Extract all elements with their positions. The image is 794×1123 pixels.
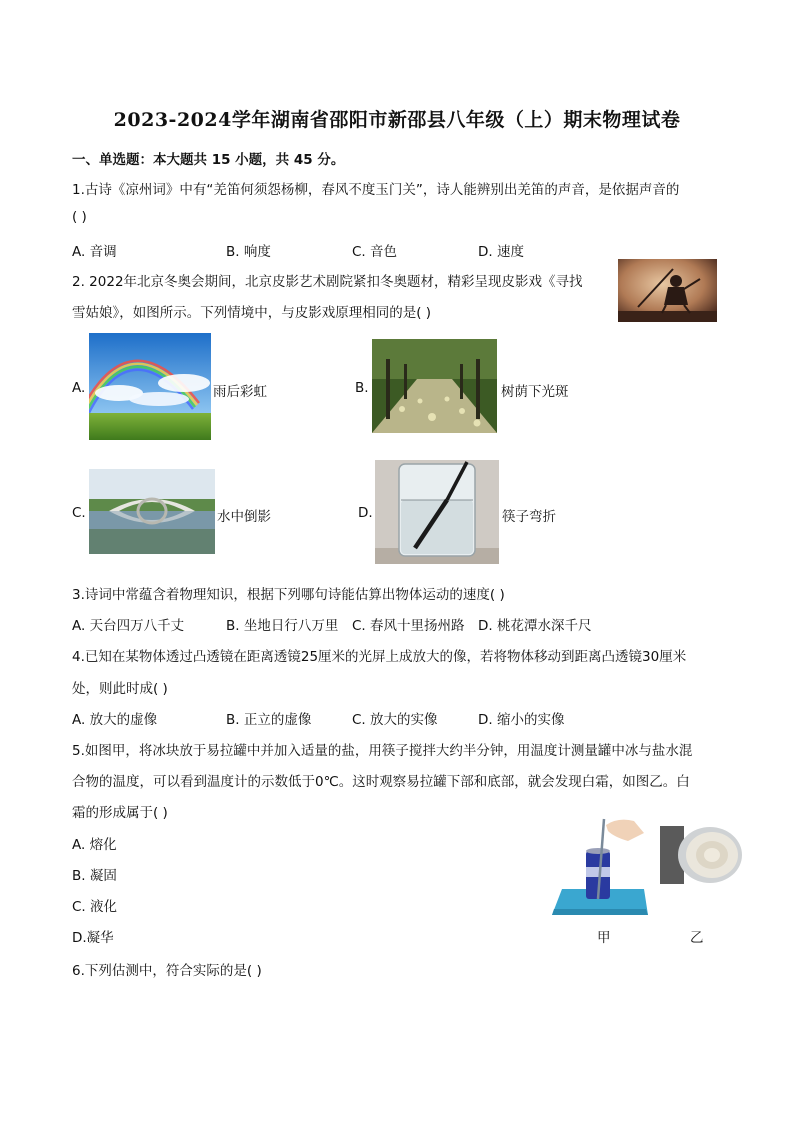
question-5-text: 5.如图甲，将冰块放于易拉罐中并加入适量的盐，用筷子搅拌大约半分钟，用温度计测量罐中冰与盐水混 [72,743,693,759]
can-experiment-image [548,815,650,917]
question-4-text: 4.已知在某物体透过凸透镜在距离透镜25厘米的光屏上成放大的像，若将物体移动到距离凸透镜30厘米 [72,649,687,665]
q2-option-d-letter: D. [358,505,373,521]
rainbow-image [89,333,211,440]
q4-option-c: C. 放大的实像 [352,712,438,728]
question-2-text: 2. 2022年北京冬奥会期间，北京皮影艺术剧院紧扣冬奥题材，精彩呈现皮影戏《寻找 [72,274,583,290]
q4-option-b: B. 正立的虚像 [226,712,312,728]
q3-option-b: B. 坐地日行八万里 [226,618,339,634]
bent-chopstick-image [375,460,499,564]
question-4-text-cont: 处，则此时成( ) [72,681,168,697]
q1-option-a: A. 音调 [72,244,117,260]
q2-option-c-text: 水中倒影 [217,509,271,525]
q5-option-c: C. 液化 [72,899,118,915]
q1-option-d: D. 速度 [478,244,524,260]
bridge-reflection-image [89,469,215,554]
q2-option-a-letter: A. [72,380,86,396]
question-6-text: 6.下列估测中，符合实际的是( ) [72,963,262,979]
q4-option-a: A. 放大的虚像 [72,712,158,728]
figure-label-jia: 甲 [597,930,611,946]
q2-option-d-text: 筷子弯折 [502,509,556,525]
question-3-text: 3.诗词中常蕴含着物理知识，根据下列哪句诗能估算出物体运动的速度( ) [72,587,505,603]
q1-option-b: B. 响度 [226,244,271,260]
question-1-text: 1.古诗《凉州词》中有“羌笛何须怨杨柳，春风不度玉门关”，诗人能辨别出羌笛的声音，是依据声音的 [72,182,680,198]
question-2-text-cont: 雪姑娘》，如图所示。下列情境中，与皮影戏原理相同的是( ) [72,305,432,321]
q2-option-c-letter: C. [72,505,86,521]
q2-option-b-text: 树荫下光斑 [501,384,569,400]
q4-option-d: D. 缩小的实像 [478,712,565,728]
q3-option-c: C. 春风十里扬州路 [352,618,465,634]
figure-label-yi: 乙 [690,930,704,946]
q3-option-a: A. 天台四万八千丈 [72,618,185,634]
section-heading: 一、单选题：本大题共 15 小题，共 45 分。 [72,152,345,168]
question-1-answer-blank: ( ) [72,209,87,225]
page-title: 2023-2024学年湖南省邵阳市新邵县八年级（上）期末物理试卷 [113,109,681,131]
question-5-text-cont: 合物的温度，可以看到温度计的示数低于0℃。这时观察易拉罐下部和底部，就会发现白霜，如图乙。白 [72,774,690,790]
q2-option-a-text: 雨后彩虹 [213,384,267,400]
shadow-puppet-image [618,259,717,322]
q5-option-d: D.凝华 [72,930,114,946]
q3-option-d: D. 桃花潭水深千尺 [478,618,592,634]
question-5-text-cont2: 霜的形成属于( ) [72,805,168,821]
q5-option-a: A. 熔化 [72,837,117,853]
tree-shade-image [372,339,497,433]
q5-option-b: B. 凝固 [72,868,117,884]
q2-option-b-letter: B. [355,380,369,396]
q1-option-c: C. 音色 [352,244,398,260]
frost-can-bottom-image [660,826,742,884]
